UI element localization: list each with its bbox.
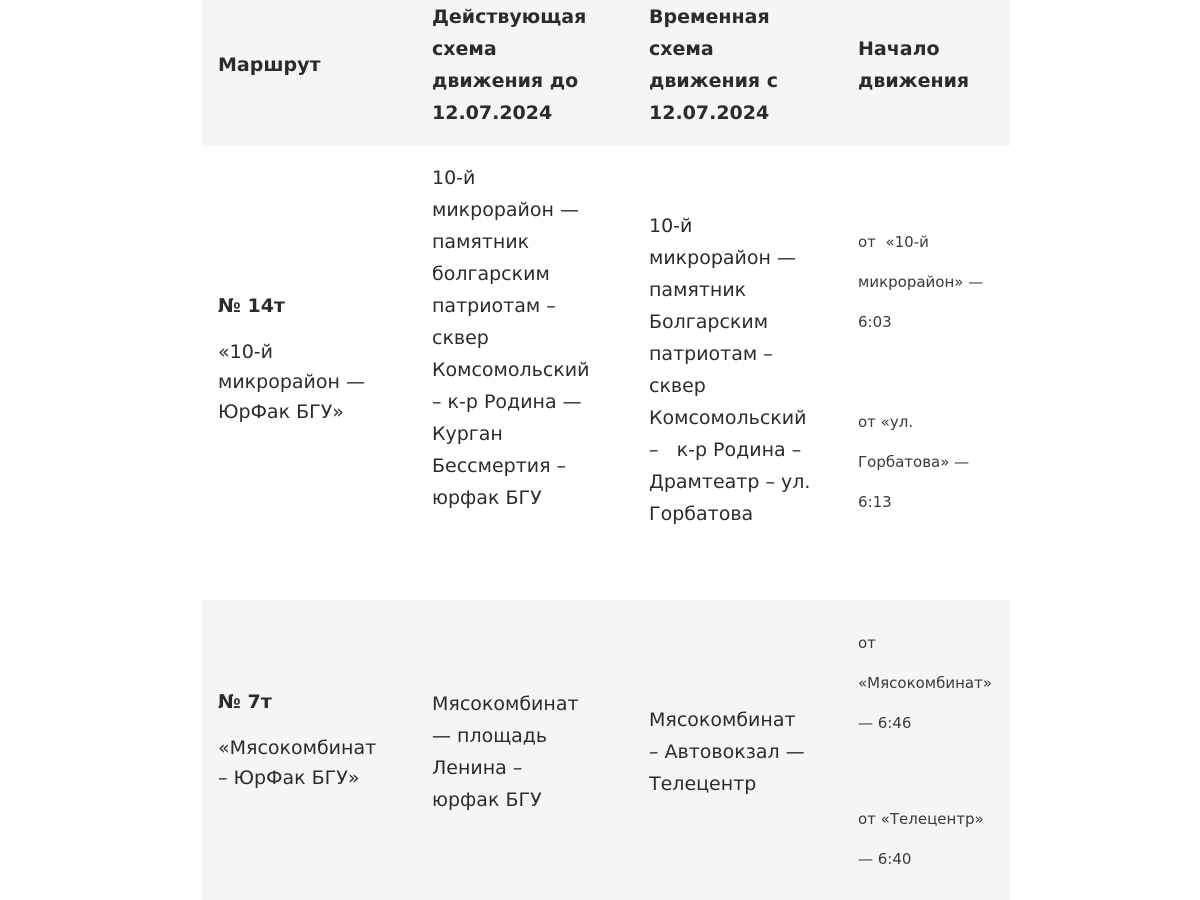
header-temporary-scheme: [649, 1, 845, 129]
scheme-line: юрфак БГУ: [432, 487, 542, 509]
scheme-line: памятник: [649, 279, 747, 301]
scheme-line: Курган: [432, 423, 503, 445]
start-time-block: [858, 623, 1010, 743]
header-temp-line: движения с: [649, 70, 778, 92]
header-start-line: движения: [858, 70, 970, 92]
temporary-scheme-cell: [649, 704, 845, 800]
header-current-line: 12.07.2024: [432, 102, 553, 124]
header-route-label: Маршрут: [218, 54, 321, 76]
table-row: [202, 146, 1010, 600]
start-line: от «10-й: [858, 233, 929, 251]
table-row: [202, 600, 1010, 900]
start-line: Горбатова» —: [858, 453, 970, 471]
start-line: — 6:46: [858, 714, 912, 732]
spacer: [858, 743, 1010, 799]
route-name-line: – ЮрФак БГУ»: [218, 767, 360, 789]
header-temp-line: 12.07.2024: [649, 102, 770, 124]
route-name: [218, 733, 414, 793]
header-current-line: движения до: [432, 70, 579, 92]
scheme-line: Мясокомбинат: [649, 709, 796, 731]
scheme-line: Драмтеатр – ул.: [649, 471, 811, 493]
scheme-line: Болгарским: [649, 311, 769, 333]
route-name-line: «10-й: [218, 341, 274, 363]
scheme-line: Комсомольский: [432, 359, 590, 381]
route-number: № 7т: [218, 691, 272, 713]
header-temp-line: схема: [649, 38, 714, 60]
scheme-line: сквер: [432, 327, 489, 349]
scheme-line: сквер: [649, 375, 706, 397]
scheme-line: юрфак БГУ: [432, 789, 542, 811]
start-times-cell: [858, 222, 1010, 522]
scheme-line: патриотам –: [432, 295, 556, 317]
route-name-line: ЮрФак БГУ»: [218, 401, 344, 423]
start-line: микрорайон» —: [858, 273, 984, 291]
header-current-line: Действующая: [432, 6, 587, 28]
scheme-line: Мясокомбинат: [432, 693, 579, 715]
temporary-scheme-cell: [649, 210, 845, 530]
table-header-row: [202, 0, 1010, 146]
current-scheme-cell: [432, 162, 632, 514]
scheme-line: – Автовокзал —: [649, 741, 805, 763]
scheme-line: патриотам –: [649, 343, 773, 365]
start-line: от: [858, 634, 876, 652]
scheme-line: – к-р Родина –: [649, 439, 802, 461]
scheme-line: Ленина –: [432, 757, 523, 779]
spacer: [858, 342, 1010, 402]
scheme-line: болгарским: [432, 263, 550, 285]
header-start: [858, 33, 1010, 97]
scheme-line: Комсомольский: [649, 407, 807, 429]
scheme-line: микрорайон —: [649, 247, 796, 269]
scheme-line: 10-й: [432, 167, 476, 189]
route-cell: [218, 291, 414, 427]
scheme-line: Бессмертия –: [432, 455, 567, 477]
header-current-line: схема: [432, 38, 497, 60]
route-name-line: «Мясокомбинат: [218, 737, 377, 759]
start-line: — 6:40: [858, 850, 912, 868]
scheme-line: памятник: [432, 231, 530, 253]
start-line: «Мясокомбинат»: [858, 674, 993, 692]
route-cell: [218, 687, 414, 793]
scheme-line: — площадь: [432, 725, 548, 747]
scheme-line: Телецентр: [649, 773, 757, 795]
header-route: [218, 49, 414, 81]
route-name: [218, 337, 414, 427]
start-line: от «ул.: [858, 413, 914, 431]
scheme-line: микрорайон —: [432, 199, 579, 221]
start-time-block: [858, 222, 1010, 342]
scheme-line: – к-р Родина —: [432, 391, 582, 413]
scheme-line: Горбатова: [649, 503, 754, 525]
start-line: от «Телецентр»: [858, 810, 984, 828]
header-start-line: Начало: [858, 38, 940, 60]
start-line: 6:13: [858, 493, 892, 511]
route-name-line: микрорайон —: [218, 371, 365, 393]
header-temp-line: Временная: [649, 6, 770, 28]
header-current-scheme: [432, 1, 632, 129]
start-times-cell: [858, 623, 1010, 879]
current-scheme-cell: [432, 688, 632, 816]
start-line: 6:03: [858, 313, 892, 331]
route-number: № 14т: [218, 295, 285, 317]
scheme-line: 10-й: [649, 215, 693, 237]
start-time-block: [858, 799, 1010, 879]
start-time-block: [858, 402, 1010, 522]
schedule-table: [202, 0, 1010, 900]
